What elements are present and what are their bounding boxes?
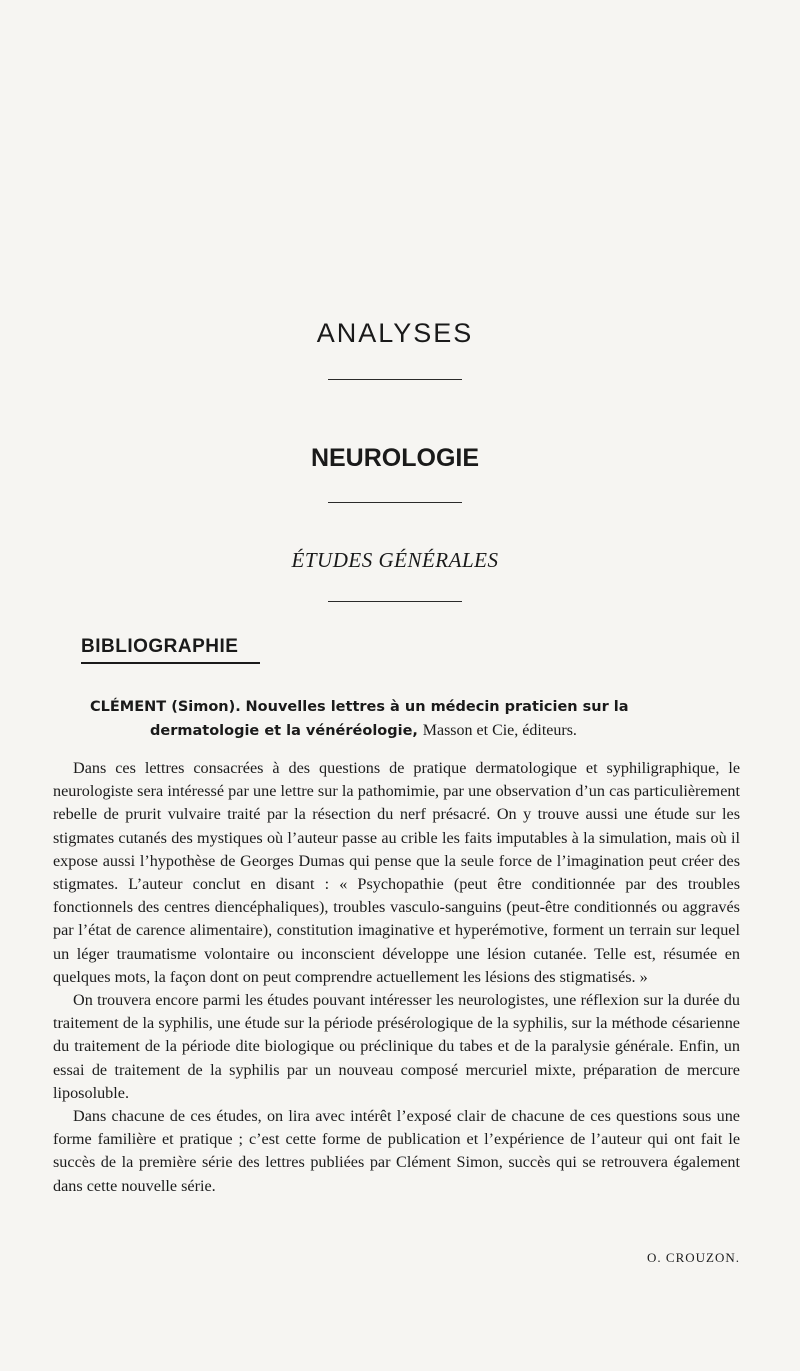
page-title: ANALYSES <box>316 318 474 348</box>
reviewer-signature: O. CROUZON. <box>647 1250 740 1265</box>
entry-publisher: Masson et Cie, éditeurs. <box>422 722 577 739</box>
category-underline <box>81 662 260 664</box>
entry-author: CLÉMENT (Simon). <box>90 699 241 715</box>
section-heading: NEUROLOGIE <box>310 444 480 472</box>
subsection-divider <box>328 601 462 602</box>
entry-title-part1: Nouvelles lettres à un médecin praticien sur la <box>245 699 629 715</box>
subsection-heading: ÉTUDES GÉNÉRALES <box>291 548 499 572</box>
category-heading: BIBLIOGRAPHIE <box>81 636 239 657</box>
title-divider <box>328 379 462 380</box>
bibliography-entry <box>90 695 710 743</box>
entry-title-part2: dermatologie et la vénéréologie, <box>150 723 418 739</box>
body-paragraph: Dans chacune de ces études, on lira avec intérêt l’exposé clair de chacune de ces questions sous une forme familière et pratique ; c’est cette forme de publication et l’expérience de l’auteur qui ont fait le succès de la première série des lettres publiées par Clément Simon, succès qui se retrouvera également dans cette nouvelle série. <box>53 1107 740 1195</box>
body-paragraph: On trouvera encore parmi les études pouvant intéresser les neurologistes, une réflexion sur la durée du traitement de la syphilis, une étude sur la période présérologique de la syphilis, sur la méthode césarienne du traitement de la période dite biologique ou préclinique du tabes et de la paralysie générale. Enfin, un essai de traitement de la syphilis par un nouveau composé mercuriel mixte, préparation de mercure liposoluble. <box>53 991 740 1102</box>
review-body <box>53 757 740 1198</box>
body-paragraph: Dans ces lettres consacrées à des questions de pratique dermatologique et syphiligraphique, le neurologiste sera intéressé par une lettre sur la pathomimie, par une observation d’un cas particulièrement rebelle de prurit vulvaire traité par la résection du nerf présacré. On y trouve aussi une étude sur les stigmates cutanés des mystiques où l’auteur passe au crible les faits imputables à la simulation, mais où il expose aussi l’hypothèse de Georges Dumas qui pense que la seule force de l’imagination peut créer des stigmates. L’auteur conclut en disant : « Psychopathie (peut être conditionnée par des troubles fonctionnels des centres diencéphaliques), troubles vasculo-sanguins (peut-être conditionnés ou aggravés par l’état de carence alimentaire), constitution imaginative et hyperémotive, forment un terrain sur lequel un léger traumatisme volontaire ou inconscient développe une lésion cutanée. Telle est, résumée en quelques mots, la façon dont on peut comprendre actuellement les lésions des stigmatisés. » <box>53 759 740 986</box>
section-divider <box>328 502 462 503</box>
